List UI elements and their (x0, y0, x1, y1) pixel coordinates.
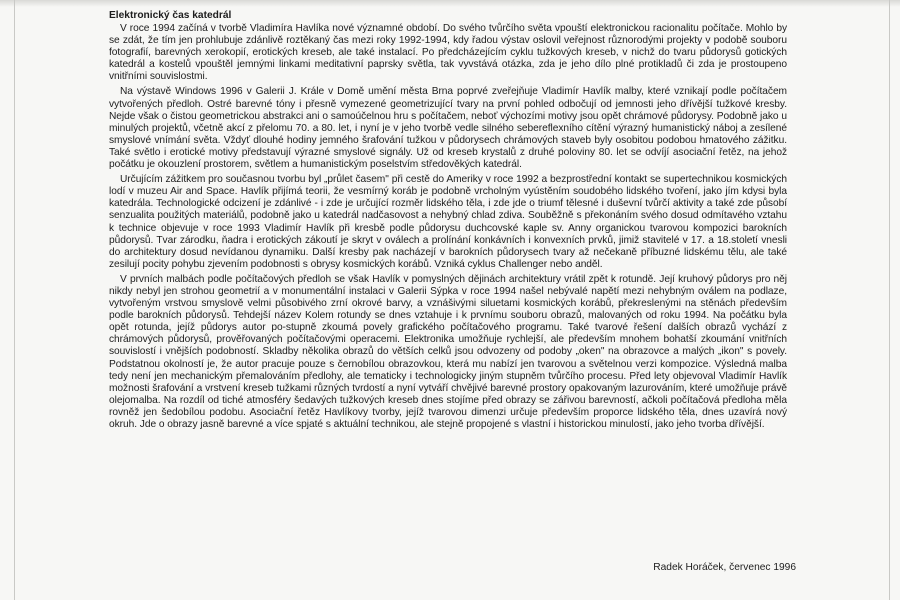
paragraph-1: V roce 1994 začíná v tvorbě Vladimíra Havlíka nové významné období. Do svého tvůrčího světa vpouští elektronickou racionalitu počítače. Mohlo by se zdát, že tím jen prohlubuje zdánlivě roztěkaný čas mezi roky 1992-1994, kdy řadou výstav oslovil veřejnost různorodými projekty v podobě souboru fotografií, barevných xerokopií, erotických kreseb, ale také instalací. Po předcházejícím cyklu tužkových kreseb, v nichž do tvaru půdorysů gotických katedrál a kostelů vpouštěl jemnými linkami meditativní paprsky světla, tak vyvstává otázka, zda je jeho dílo plné protikladů či zda je prostoupeno vnitřními souvislostmi. (109, 23, 787, 83)
left-margin-rule (14, 0, 15, 600)
paragraph-3: Určujícím zážitkem pro současnou tvorbu byl „průlet časem" při cestě do Ameriky v roce 1992 a bezprostřední kontakt se supertechnikou kosmických lodí v muzeu Air and Space. Havlík přijímá teorii, že vesmírný koráb je podobně vrcholným vyústěním soudobého lidského tvoření, jako jím kdysi byla katedrála. Technologické odcizení je zdánlivé - i zde je určující rozměr lidského těla, i zde jde o triumf tělesné i duševní tvůrčí aktivity a také zde působí senzualita použitých materiálů, podobně jako u katedrál nadčasovost a nehybný chlad zdiva. Souběžně s překonáním svého dosud odmítavého vztahu k technice objevuje v roce 1993 Vladimír Havlík při kresbě podle půdorysu duchcovské kaple sv. Anny organickou tvarovou kompozici barokních půdorysů. Tvar zárodku, ňadra i erotických zákoutí je skryt v oválech a prolínání konkávních i konvexních prvků, jimiž stavitelé v 17. a 18.století vnesli do architektury dosud nevídanou dynamiku. Další kresby pak nacházejí v barokních půdorysech tvary až nečekaně příbuzné lidskému tělu, ale také zesilují pocity pohybu zjevením podobnosti s obrysy kosmických korábů. Vzniká cyklus Challenger nebo anděl. (109, 174, 787, 270)
article-title: Elektronický čas katedrál (109, 10, 232, 21)
right-margin-rule (889, 0, 890, 600)
page-top-edge (0, 0, 900, 7)
paragraph-4: V prvních malbách podle počítačových předloh se však Havlík v pomyslných dějinách architektury vrátil zpět k rotundě. Její kruhový půdorys pro něj nikdy nebyl jen strohou geometrií a v monumentální instalaci v Galerii Sýpka v roce 1994 našel nebývalé napětí mezi nehybným oválem na podlaze, vytvořeným vrstvou smyslově velmi působivého zrní okrové barvy, a vznášivými siluetami kosmických korábů, překreslenými na stěnách především podle barokních půdorysů. Tehdejší název Kolem rotundy se dnes vztahuje i k prvnímu souboru obrazů, malovaných od roku 1994. Na počátku byla opět rotunda, jejíž půdorys autor po-stupně zkoumá povely grafického počítačového programu. Také tvarové řešení dalších obrazů vychází z chrámových půdorysů, prověřovaných počítačovými operacemi. Elektronika umožňuje rychlejší, ale především mnohem bohatší zkoumání vnitřních souvislostí i vnějších podobností. Skladby několika obrazů do větších celků jsou odvozeny od podoby „oken" na obrazovce a malých „ikon" s povely. Podstatnou okolností je, že autor pracuje pouze s černobílou obrazovkou, která mu nabízí jen tvarovou a světelnou verzi kompozice. Výsledná malba tedy není jen mechanickým přemalováním předlohy, ale tematicky i technologicky jiným stupněm tvůrčího procesu. Před lety objevoval Vladimír Havlík možnosti šrafování a vrstvení kreseb tužkami různých tvrdostí a nyní vytváří chvějivé barevné prostory opakovaným lazurováním, které umožňuje právě olejomalba. Na rozdíl od tiché atmosféry šedavých tužkových kreseb dnes stojíme před obrazy se zářivou barevností, ačkoli počítačová předloha měla rovněž jen šedobílou podobu. Asociační řetěz Havlíkovy tvorby, jejíž tvarovou dimenzi určuje především proporce lidského těla, dnes uzavírá nový okruh. Jde o obrazy jasně barevné a více spjaté s aktuální technikou, ale stejně propojené s vlastní i historickou minulostí, jako jeho tvorba dřívější. (109, 273, 787, 430)
author-signature: Radek Horáček, červenec 1996 (653, 562, 796, 573)
article (109, 9, 787, 431)
paragraph-2: Na výstavě Windows 1996 v Galerii J. Krále v Domě umění města Brna poprvé zveřejňuje Vladimír Havlík malby, které vznikají podle počítačem vytvořených předloh. Ostré barevné tóny i přesně vymezené geometrizující tvary na první pohled odbočují od jemnosti jeho dřívější tužkové kresby. Nejde však o čistou geometrickou abstrakci ani o samoúčelnou hru s počítačem, neboť výchozími motivy jsou opět chrámové půdorysy. Podobně jako u minulých projektů, včetně akcí z přelomu 70. a 80. let, i nyní je v jeho tvorbě vedle silného sebereflexního cítění výrazný humanistický náboj a zesílené smyslové vnímání světa. Vždyť dlouhé hodiny jemného šrafování tužkou v půdorysech chrámových staveb byly osobitou podobou hmatového zážitku. Také světlo i erotické motivy představují výrazné smyslové signály. Už od kreseb krystalů z druhé poloviny 80. let se odvíjí asociační řetěz, na jehož počátku je okouzlení prostorem, světlem a humanistickým poselstvím středověkých katedrál. (109, 86, 787, 171)
